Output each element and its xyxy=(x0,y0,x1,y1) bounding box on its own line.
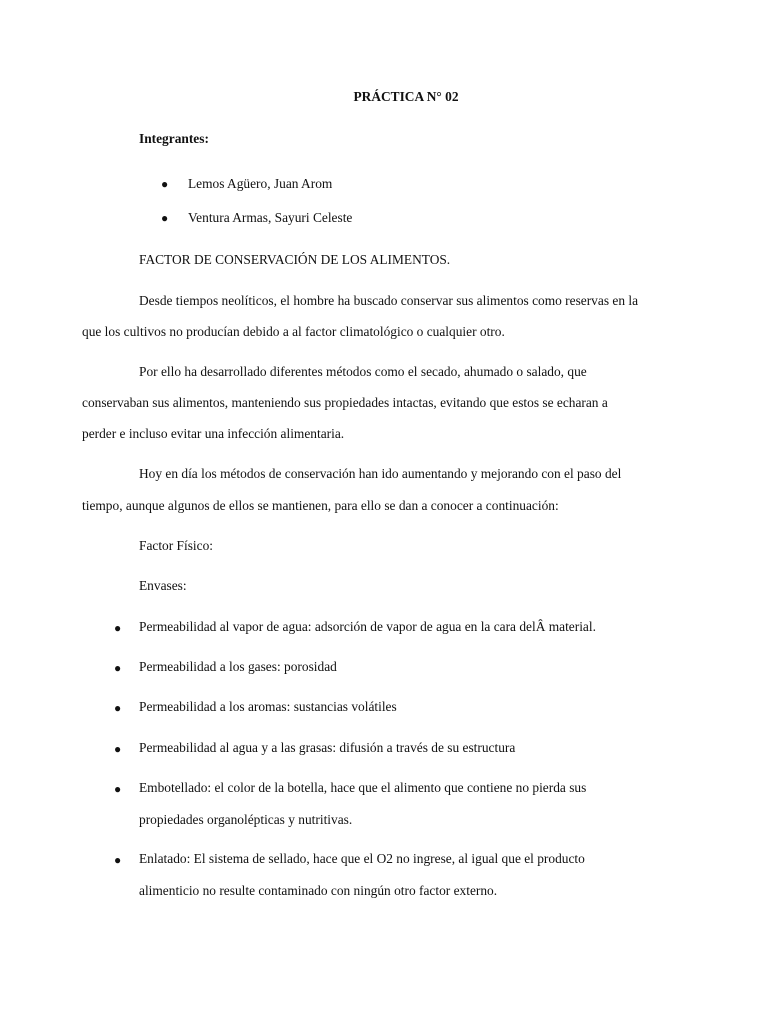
bullet-icon: ● xyxy=(114,742,122,756)
bullet-icon: ● xyxy=(161,211,169,225)
paragraph-line: Desde tiempos neolíticos, el hombre ha buscado conservar sus alimentos como reservas en la xyxy=(139,293,639,308)
bullet-icon: ● xyxy=(114,661,122,675)
list-item: Permeabilidad al agua y a las grasas: difusión a través de su estructura xyxy=(139,740,516,755)
members-heading: Integrantes: xyxy=(139,131,209,146)
member-item: Ventura Armas, Sayuri Celeste xyxy=(188,210,353,225)
page-title: PRÁCTICA N° 02 xyxy=(353,89,459,104)
envases-label: Envases: xyxy=(139,578,187,593)
list-item: Embotellado: el color de la botella, hace que el alimento que contiene no pierda sus xyxy=(139,780,587,795)
bullet-icon: ● xyxy=(114,701,122,715)
section-title: FACTOR DE CONSERVACIÓN DE LOS ALIMENTOS. xyxy=(139,252,451,267)
list-item: Enlatado: El sistema de sellado, hace que el O2 no ingrese, al igual que el producto xyxy=(139,851,585,866)
paragraph-line: Hoy en día los métodos de conservación han ido aumentando y mejorando con el paso del xyxy=(139,466,622,481)
paragraph-line: que los cultivos no producían debido a al factor climatológico o cualquier otro. xyxy=(82,324,505,339)
list-item: Permeabilidad a los gases: porosidad xyxy=(139,659,337,674)
paragraph-line: conservaban sus alimentos, manteniendo sus propiedades intactas, evitando que estos se echaran a xyxy=(82,395,608,410)
bullet-icon: ● xyxy=(161,177,169,191)
list-item: Permeabilidad al vapor de agua: adsorción de vapor de agua en la cara delÂ material. xyxy=(139,619,596,634)
paragraph-line: Por ello ha desarrollado diferentes métodos como el secado, ahumado o salado, que xyxy=(139,364,587,379)
member-item: Lemos Agüero, Juan Arom xyxy=(188,176,333,191)
factor-label: Factor Físico: xyxy=(139,538,214,553)
paragraph-line: perder e incluso evitar una infección alimentaria. xyxy=(82,426,345,441)
bullet-icon: ● xyxy=(114,853,122,867)
paragraph-line: tiempo, aunque algunos de ellos se mantienen, para ello se dan a conocer a continuación: xyxy=(82,498,559,513)
list-item-continuation: alimenticio no resulte contaminado con ningún otro factor externo. xyxy=(139,883,498,898)
list-item-continuation: propiedades organolépticas y nutritivas. xyxy=(139,812,353,827)
bullet-icon: ● xyxy=(114,782,122,796)
list-item: Permeabilidad a los aromas: sustancias volátiles xyxy=(139,699,397,714)
bullet-icon: ● xyxy=(114,621,122,635)
